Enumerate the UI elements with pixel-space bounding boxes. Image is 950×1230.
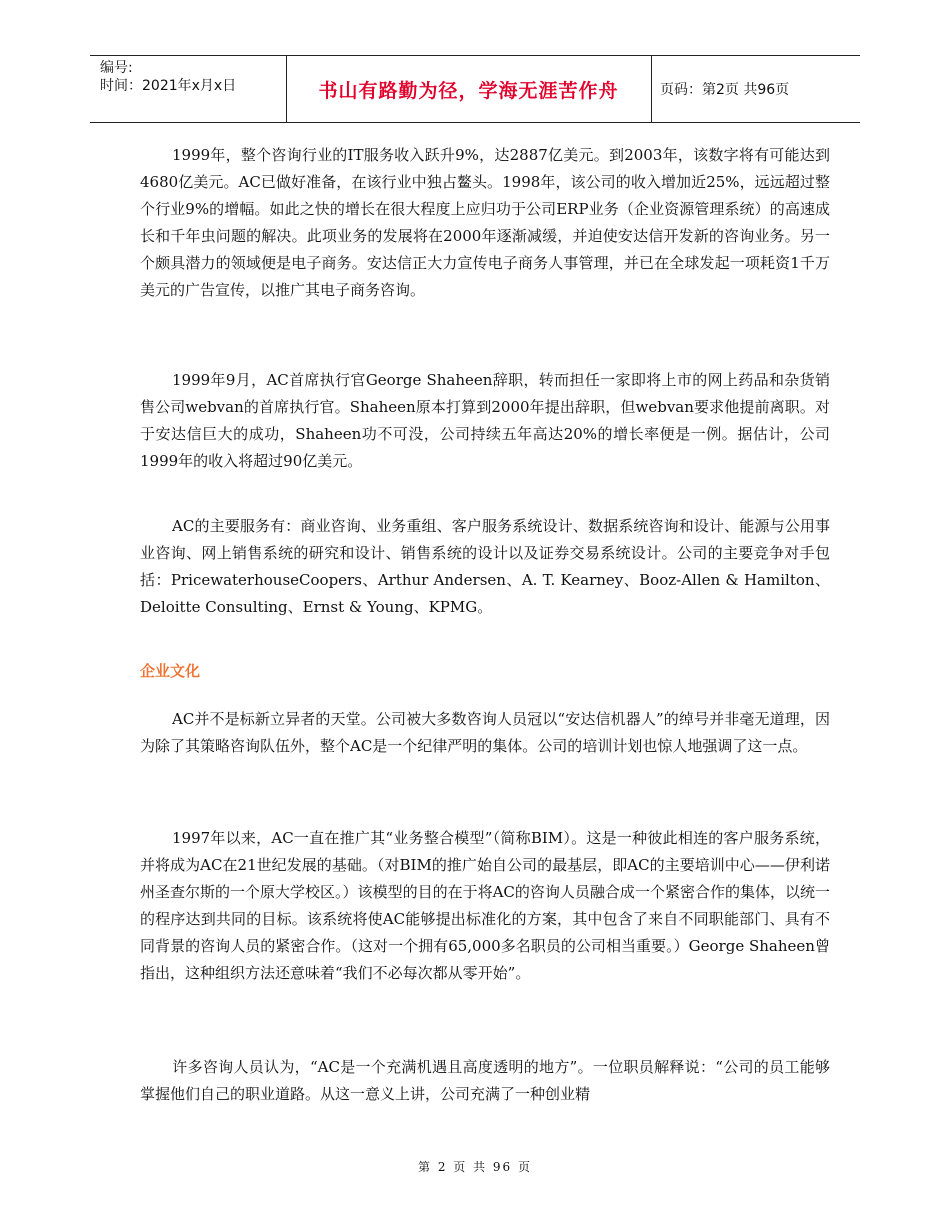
page-footer: 第 2 页 共 96 页: [418, 1160, 532, 1174]
paragraph-main-services: AC的主要服务有：商业咨询、业务重组、客户服务系统设计、数据系统咨询和设计、能源与公用事业咨询、网上销售系统的研究和设计、销售系统的设计以及证券交易系统设计。公司的主要竞争对手包括：PricewaterhouseCoopers、Arthur Andersen、A. T. Kearney、Booz-Allen & Hamilton、Deloitte Consulting、Ernst & Young、KPMG。: [140, 517, 830, 616]
paragraph-culture-intro: AC并不是标新立异者的天堂。公司被大多数咨询人员冠以“安达信机器人”的绰号并非毫无道理，因为除了其策略咨询队伍外，整个AC是一个纪律严明的集体。公司的培训计划也惊人地强调了这一点。: [140, 710, 830, 755]
paragraph-it-revenue: 1999年，整个咨询行业的IT服务收入跃升9%，达2887亿美元。到2003年，该数字将有可能达到4680亿美元。AC已做好准备，在该行业中独占鳌头。1998年，该公司的收入增加近25%，远远超过整个行业9%的增幅。如此之快的增长在很大程度上应归功于公司ERP业务（企业资源管理系统）的高速成长和千年虫问题的解决。此项业务的发展将在2000年逐渐减缓，并迫使安达信开发新的咨询业务。另一个颇具潜力的领域便是电子商务。安达信正大力宣传电子商务人事管理，并已在全球发起一项耗资1千万美元的广告宣传，以推广其电子商务咨询。: [140, 146, 830, 299]
section-title-corporate-culture: 企业文化: [140, 662, 201, 680]
header-motto: 书山有路勤为径，学海无涯苦作舟: [318, 79, 619, 102]
paragraph-bim-model: 1997年以来，AC一直在推广其“业务整合模型”（简称BIM）。这是一种彼此相连的客户服务系统，并将成为AC在21世纪发展的基础。（对BIM的推广始自公司的最基层，即AC的主要培训中心——伊利诺州圣查尔斯的一个原大学校区。）该模型的目的在于将AC的咨询人员融合成一个紧密合作的集体，以统一的程序达到共同的目标。该系统将使AC能够提出标准化的方案，其中包含了来自不同职能部门、具有不同背景的咨询人员的紧密合作。（这对一个拥有65,000多名职员的公司相当重要。）George Shaheen曾指出，这种组织方法还意味着“我们不必每次都从零开始”。: [140, 829, 830, 982]
header-page-info: 页码：第2页 共96页: [660, 82, 790, 98]
paragraph-ceo-resignation: 1999年9月，AC首席执行官George Shaheen辞职，转而担任一家即将上市的网上药品和杂货销售公司webvan的首席执行官。Shaheen原本打算到2000年提出辞职，但webvan要求他提前离职。对于安达信巨大的成功，Shaheen功不可没，公司持续五年高达20%的增长率便是一例。据估计，公司1999年的收入将超过90亿美元。: [140, 371, 830, 470]
page-header: [90, 55, 860, 123]
paragraph-opportunity: 许多咨询人员认为，“AC是一个充满机遇且高度透明的地方”。一位职员解释说：“公司的员工能够掌握他们自己的职业道路。从这一意义上讲，公司充满了一种创业精: [140, 1058, 830, 1103]
document-number-label: 编号:: [100, 60, 133, 76]
header-divider-right: [651, 56, 652, 122]
header-meta: [100, 59, 236, 95]
document-date: 时间：2021年x月x日: [100, 78, 237, 94]
